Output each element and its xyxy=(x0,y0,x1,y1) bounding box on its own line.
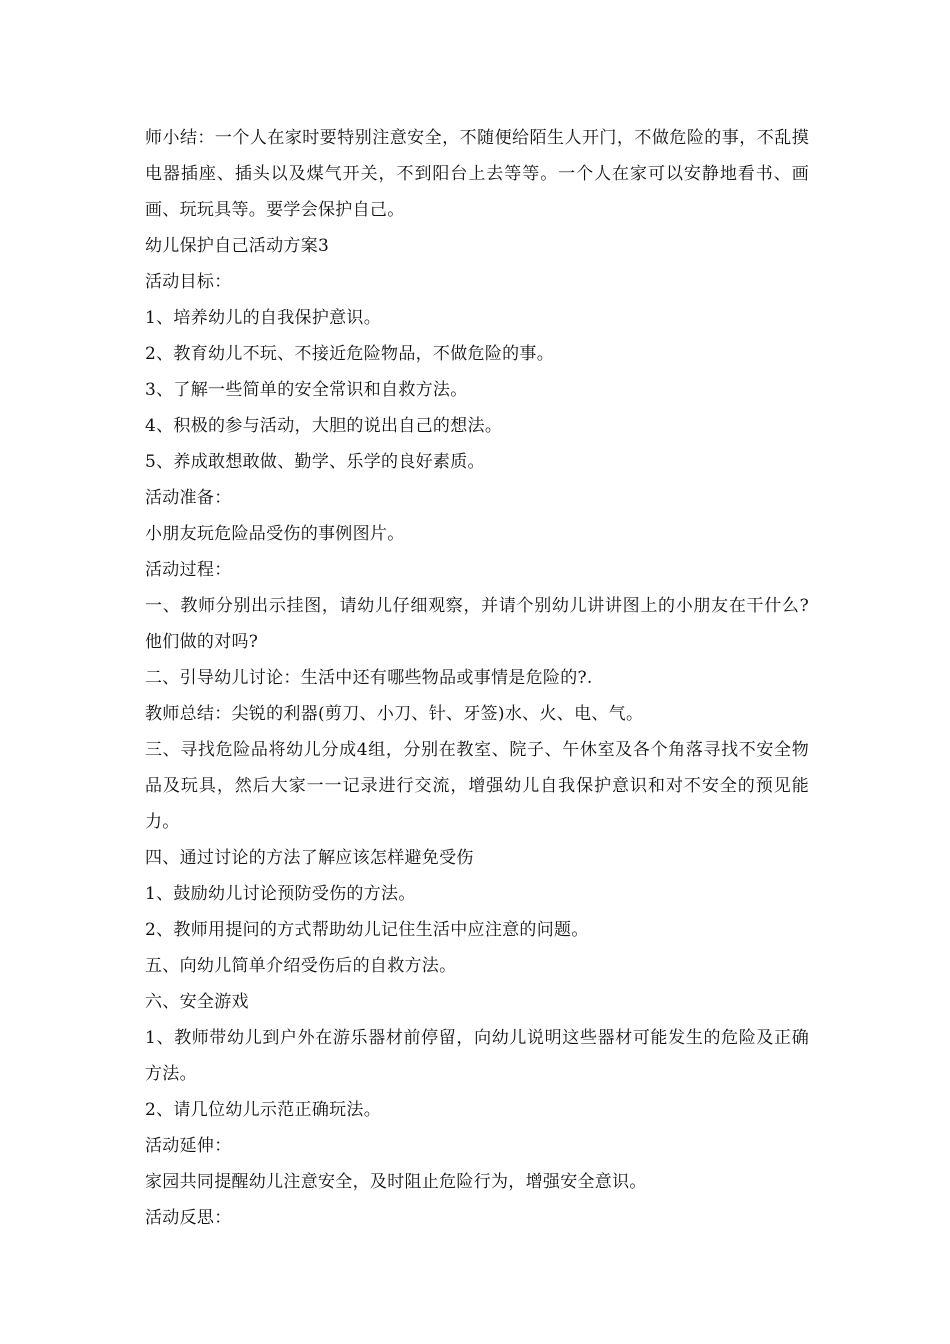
list-item: 1、培养幼儿的自我保护意识。 xyxy=(145,308,382,328)
list-item: 1、鼓励幼儿讨论预防受伤的方法。 xyxy=(145,884,416,904)
heading-preparation: 活动准备： xyxy=(145,488,232,508)
heading-reflection: 活动反思： xyxy=(145,1208,232,1228)
list-item: 1、教师带幼儿到户外在游乐器材前停留，向幼儿说明这些器材可能发生的危险及正确方法。 xyxy=(145,1028,809,1084)
paragraph: 家园共同提醒幼儿注意安全，及时阻止危险行为，增强安全意识。 xyxy=(145,1172,647,1192)
paragraph: 二、引导幼儿讨论：生活中还有哪些物品或事情是危险的?. xyxy=(145,668,593,688)
paragraph: 五、向幼儿简单介绍受伤后的自救方法。 xyxy=(145,956,457,976)
paragraph: 四、通过讨论的方法了解应该怎样避免受伤 xyxy=(145,848,474,868)
heading-goals: 活动目标： xyxy=(145,272,232,292)
list-item: 2、请几位幼儿示范正确玩法。 xyxy=(145,1100,382,1120)
list-item: 2、教育幼儿不玩、不接近危险物品，不做危险的事。 xyxy=(145,344,555,364)
document-body xyxy=(145,120,809,1236)
paragraph-summary: 师小结：一个人在家时要特别注意安全，不随便给陌生人开门，不做危险的事，不乱摸电器插座、插头以及煤气开关，不到阳台上去等等。一个人在家可以安静地看书、画画、玩玩具等。要学会保护自己。 xyxy=(145,128,809,220)
paragraph: 六、安全游戏 xyxy=(145,992,249,1012)
heading-process: 活动过程： xyxy=(145,560,232,580)
paragraph: 教师总结：尖锐的利器(剪刀、小刀、针、牙签)水、火、电、气。 xyxy=(145,704,644,724)
heading-extension: 活动延伸： xyxy=(145,1136,232,1156)
list-item: 4、积极的参与活动，大胆的说出自己的想法。 xyxy=(145,416,503,436)
list-item: 3、了解一些简单的安全常识和自救方法。 xyxy=(145,380,468,400)
paragraph: 一、教师分别出示挂图，请幼儿仔细观察，并请个别幼儿讲讲图上的小朋友在干什么?他们做的对吗? xyxy=(145,596,809,652)
paragraph: 小朋友玩危险品受伤的事例图片。 xyxy=(145,524,405,544)
paragraph: 三、寻找危险品将幼儿分成4组，分别在教室、院子、午休室及各个角落寻找不安全物品及玩具，然后大家一一记录进行交流，增强幼儿自我保护意识和对不安全的预见能力。 xyxy=(145,740,809,832)
section-title: 幼儿保护自己活动方案3 xyxy=(145,236,330,256)
list-item: 5、养成敢想敢做、勤学、乐学的良好素质。 xyxy=(145,452,485,472)
list-item: 2、教师用提问的方式帮助幼儿记住生活中应注意的问题。 xyxy=(145,920,589,940)
